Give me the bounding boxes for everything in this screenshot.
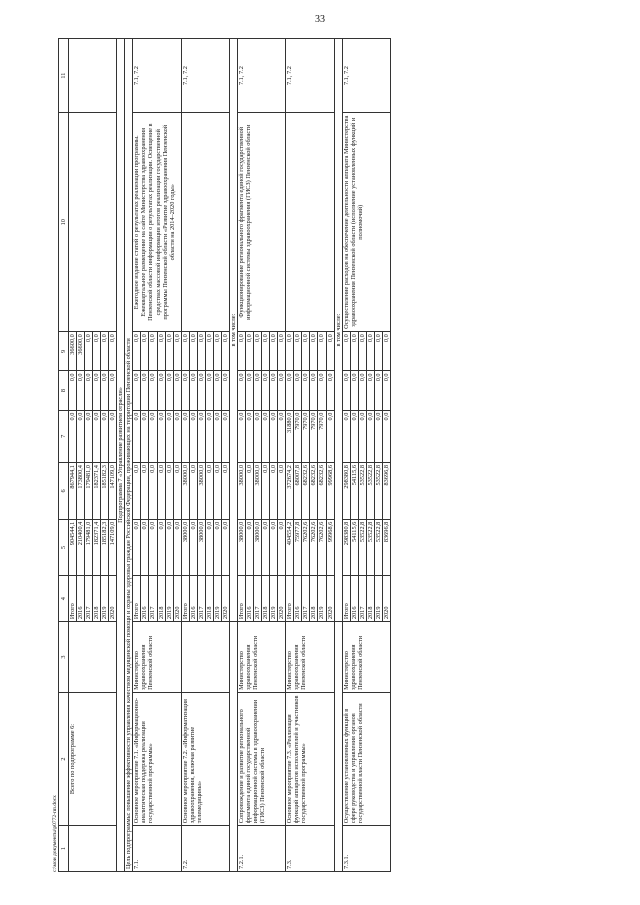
table-body xyxy=(59,39,391,872)
measure-row xyxy=(133,39,141,872)
in-that-number-label: в том числе: xyxy=(229,39,237,622)
amount-cell: 298380,8 xyxy=(342,463,350,520)
amount-cell: 54115,6 xyxy=(350,519,358,576)
amount-cell: 0,0 xyxy=(101,332,109,371)
amount-cell: 0,0 xyxy=(221,410,229,462)
amount-cell: 0,0 xyxy=(254,371,262,410)
column-number: 10 xyxy=(59,113,69,332)
amount-cell: 0,0 xyxy=(181,332,189,371)
amount-cell: 0,0 xyxy=(310,371,318,410)
program-finance-table xyxy=(58,38,391,872)
year-cell: 2016 xyxy=(246,576,254,622)
amount-cell: 0,0 xyxy=(165,463,173,520)
amount-cell: 0,0 xyxy=(141,332,149,371)
item-number: 7.2.1. xyxy=(237,826,285,872)
amount-cell: 83696,8 xyxy=(382,463,390,520)
amount-cell: 372674,2 xyxy=(286,463,294,520)
amount-cell: 0,0 xyxy=(237,332,245,371)
year-cell: 2020 xyxy=(109,576,117,622)
year-cell: Итого xyxy=(286,576,294,622)
year-cell: 2017 xyxy=(254,576,262,622)
total-executor-cell xyxy=(69,622,117,693)
amount-cell: 53522,8 xyxy=(374,463,382,520)
total-indicator-cell xyxy=(69,39,117,113)
amount-cell: 99968,6 xyxy=(326,519,334,576)
year-cell: 2019 xyxy=(165,576,173,622)
year-cell: Итого xyxy=(342,576,350,622)
amount-cell: 0,0 xyxy=(246,410,254,462)
subprogram-title-row xyxy=(117,39,125,872)
amount-cell: 53522,8 xyxy=(366,519,374,576)
amount-cell: 0,0 xyxy=(85,332,93,371)
amount-cell: 0,0 xyxy=(278,519,286,576)
item-number: 7.2. xyxy=(181,826,229,872)
amount-cell: 0,0 xyxy=(149,332,157,371)
amount-cell: 0,0 xyxy=(374,332,382,371)
amount-cell: 0,0 xyxy=(109,332,117,371)
page-number: 33 xyxy=(315,14,325,25)
amount-cell: 0,0 xyxy=(221,332,229,371)
amount-cell: 0,0 xyxy=(149,410,157,462)
amount-cell: 0,0 xyxy=(221,371,229,410)
amount-cell: 0,0 xyxy=(246,519,254,576)
amount-cell: 53522,8 xyxy=(374,519,382,576)
amount-cell: 0,0 xyxy=(77,371,85,410)
amount-cell: 36600,0 xyxy=(69,332,77,371)
indicator-ref: 7.1, 7.2 xyxy=(181,39,229,113)
column-number: 3 xyxy=(59,622,69,693)
amount-cell: 0,0 xyxy=(278,371,286,410)
amount-cell: 0,0 xyxy=(262,332,270,371)
amount-cell: 0,0 xyxy=(133,410,141,462)
column-number: 8 xyxy=(59,371,69,410)
amount-cell: 210400,4 xyxy=(77,519,85,576)
item-number: 7.1. xyxy=(133,826,181,872)
item-name: Основное мероприятие 7.1. «Информационно-аналитическая поддержка реализации государственной программы» xyxy=(133,692,181,825)
amount-cell: 182371,4 xyxy=(93,519,101,576)
amount-cell: 0,0 xyxy=(262,463,270,520)
year-cell: 2018 xyxy=(310,576,318,622)
amount-cell: 298380,8 xyxy=(342,519,350,576)
year-cell: 2019 xyxy=(101,576,109,622)
amount-cell: 0,0 xyxy=(93,371,101,410)
amount-cell: 0,0 xyxy=(149,463,157,520)
item-number: 7.3. xyxy=(286,826,334,872)
year-cell: 2018 xyxy=(93,576,101,622)
amount-cell: 0,0 xyxy=(374,371,382,410)
amount-cell: 185182,3 xyxy=(101,519,109,576)
amount-cell: 7970,0 xyxy=(310,410,318,462)
expected-result: Осуществление расходов на обеспечение деятельности аппарата Министерства здравоохранения Пензенской области (исполнение установленных функций и полномочий) xyxy=(342,113,390,332)
amount-cell: 0,0 xyxy=(133,463,141,520)
amount-cell: 0,0 xyxy=(133,519,141,576)
spacer-cell xyxy=(229,622,237,872)
amount-cell: 7970,0 xyxy=(318,410,326,462)
amount-cell: 0,0 xyxy=(366,371,374,410)
amount-cell: 0,0 xyxy=(149,371,157,410)
amount-cell: 0,0 xyxy=(270,371,278,410)
amount-cell: 0,0 xyxy=(374,410,382,462)
column-number: 11 xyxy=(59,39,69,113)
amount-cell: 0,0 xyxy=(221,463,229,520)
amount-cell: 904544,1 xyxy=(69,519,77,576)
indicator-ref: 7.1, 7.2 xyxy=(286,39,334,113)
amount-cell: 0,0 xyxy=(205,519,213,576)
item-executor xyxy=(181,622,229,693)
amount-cell: 0,0 xyxy=(205,371,213,410)
amount-cell: 0,0 xyxy=(318,371,326,410)
amount-cell: 0,0 xyxy=(157,410,165,462)
amount-cell: 0,0 xyxy=(189,410,197,462)
year-cell: 2020 xyxy=(326,576,334,622)
year-cell: 2018 xyxy=(205,576,213,622)
amount-cell: 0,0 xyxy=(173,410,181,462)
amount-cell: 0,0 xyxy=(109,371,117,410)
rotated-table-container xyxy=(58,38,603,872)
amount-cell: 53522,8 xyxy=(358,463,366,520)
goal-row xyxy=(125,39,133,872)
column-number: 5 xyxy=(59,519,69,576)
amount-cell: 76202,6 xyxy=(302,519,310,576)
amount-cell: 54115,6 xyxy=(350,463,358,520)
amount-cell: 147109,0 xyxy=(109,519,117,576)
amount-cell: 0,0 xyxy=(101,371,109,410)
amount-cell: 0,0 xyxy=(366,332,374,371)
item-executor: Министерство здравоохранения Пензенской области xyxy=(286,622,334,693)
year-cell: 2016 xyxy=(77,576,85,622)
column-number-row xyxy=(59,39,69,872)
column-number: 4 xyxy=(59,576,69,622)
amount-cell: 0,0 xyxy=(350,410,358,462)
amount-cell: 38000,0 xyxy=(237,519,245,576)
amount-cell: 0,0 xyxy=(197,371,205,410)
year-cell: 2016 xyxy=(294,576,302,622)
amount-cell: 0,0 xyxy=(262,371,270,410)
amount-cell: 38000,0 xyxy=(181,463,189,520)
year-cell: 2016 xyxy=(141,576,149,622)
amount-cell: 7970,0 xyxy=(302,410,310,462)
amount-cell: 0,0 xyxy=(133,332,141,371)
item-name: Сопровождение и развитие регионального фрагмента единой государственной информационной системы в здравоохранении (ГИСЗ) Пензенской области xyxy=(237,692,285,825)
amount-cell: 0,0 xyxy=(262,519,270,576)
amount-cell: 0,0 xyxy=(286,371,294,410)
column-number: 1 xyxy=(59,826,69,872)
amount-cell: 0,0 xyxy=(246,332,254,371)
amount-cell: 0,0 xyxy=(382,371,390,410)
total-label: Всего по подпрограмме 6: xyxy=(69,692,117,825)
measure-row xyxy=(181,39,189,872)
amount-cell: 0,0 xyxy=(286,332,294,371)
column-number: 7 xyxy=(59,410,69,462)
year-cell: Итого xyxy=(133,576,141,622)
amount-cell: 0,0 xyxy=(302,332,310,371)
amount-cell: 76202,6 xyxy=(318,519,326,576)
total-number-cell xyxy=(69,826,117,872)
expected-result: Ежегодное издание статей о результатах реализации программы. Ежеквартальное размещение на сайте Министерства здравоохранения Пензенской области информации о результатах реализации. Освещение в средствах массовой информации итогов реализации государственной программы Пензенской области «Развитие здравоохранения Пензенской области на 2014–2020 годы» xyxy=(133,113,181,332)
amount-cell: 0,0 xyxy=(350,332,358,371)
amount-cell: 0,0 xyxy=(382,332,390,371)
amount-cell: 0,0 xyxy=(173,332,181,371)
amount-cell: 867944,1 xyxy=(69,463,77,520)
amount-cell: 76202,6 xyxy=(310,519,318,576)
amount-cell: 0,0 xyxy=(237,410,245,462)
amount-cell: 0,0 xyxy=(205,463,213,520)
amount-cell: 0,0 xyxy=(141,371,149,410)
amount-cell: 0,0 xyxy=(350,371,358,410)
amount-cell: 0,0 xyxy=(326,410,334,462)
amount-cell: 0,0 xyxy=(302,371,310,410)
amount-cell: 0,0 xyxy=(189,463,197,520)
amount-cell: 0,0 xyxy=(358,410,366,462)
amount-cell: 0,0 xyxy=(310,332,318,371)
total-row xyxy=(69,39,77,872)
indicator-ref: 7.1, 7.2 xyxy=(133,39,181,113)
measure-row xyxy=(237,39,245,872)
amount-cell: 0,0 xyxy=(342,410,350,462)
amount-cell: 0,0 xyxy=(358,371,366,410)
year-cell: 2019 xyxy=(318,576,326,622)
amount-cell: 179481,0 xyxy=(85,463,93,520)
year-cell: 2016 xyxy=(350,576,358,622)
amount-cell: 38000,0 xyxy=(254,519,262,576)
amount-cell: 0,0 xyxy=(342,332,350,371)
amount-cell: 0,0 xyxy=(326,332,334,371)
year-cell: Итого xyxy=(237,576,245,622)
amount-cell: 38000,0 xyxy=(254,463,262,520)
item-name: Осуществление установленных функций в сфере руководства и управления органов государственной власти Пензенской области xyxy=(342,692,390,825)
amount-cell: 0,0 xyxy=(278,463,286,520)
year-cell: 2016 xyxy=(189,576,197,622)
year-cell: 2020 xyxy=(382,576,390,622)
amount-cell: 0,0 xyxy=(109,410,117,462)
year-cell: 2019 xyxy=(270,576,278,622)
item-executor: Министерство здравоохранения Пензенской области xyxy=(237,622,285,693)
subprogram-title: Подпрограмма 7 «Управление развитием отрасли» xyxy=(117,39,125,872)
amount-cell: 0,0 xyxy=(246,371,254,410)
amount-cell: 0,0 xyxy=(254,332,262,371)
amount-cell: 38000,0 xyxy=(237,463,245,520)
amount-cell: 0,0 xyxy=(165,371,173,410)
amount-cell: 0,0 xyxy=(149,519,157,576)
amount-cell: 53522,8 xyxy=(366,463,374,520)
amount-cell: 0,0 xyxy=(326,371,334,410)
amount-cell: 0,0 xyxy=(141,410,149,462)
amount-cell: 0,0 xyxy=(141,463,149,520)
amount-cell: 38000,0 xyxy=(197,519,205,576)
amount-cell: 0,0 xyxy=(69,371,77,410)
amount-cell: 0,0 xyxy=(157,519,165,576)
amount-cell: 0,0 xyxy=(366,410,374,462)
year-cell: 2020 xyxy=(221,576,229,622)
expected-result: Функционирование регионального фрагмента единой государственной информационной системы здравоохранения (ГИСЗ) Пензенской области xyxy=(237,113,285,332)
amount-cell: 0,0 xyxy=(77,410,85,462)
amount-cell: 0,0 xyxy=(294,371,302,410)
amount-cell: 0,0 xyxy=(189,371,197,410)
amount-cell: 0,0 xyxy=(181,371,189,410)
amount-cell: 0,0 xyxy=(278,410,286,462)
amount-cell: 0,0 xyxy=(85,410,93,462)
amount-cell: 36600,0 xyxy=(77,332,85,371)
amount-cell: 182371,4 xyxy=(93,463,101,520)
amount-cell: 68007,8 xyxy=(294,463,302,520)
amount-cell: 0,0 xyxy=(342,371,350,410)
amount-cell: 0,0 xyxy=(173,463,181,520)
amount-cell: 0,0 xyxy=(254,410,262,462)
amount-cell: 0,0 xyxy=(101,410,109,462)
amount-cell: 147109,0 xyxy=(109,463,117,520)
column-number: 6 xyxy=(59,463,69,520)
item-executor: Министерство здравоохранения Пензенской области xyxy=(342,622,390,693)
item-name: Основное мероприятие 7.2. «Информатизация здравоохранения, включая развитие телемедицины» xyxy=(181,692,229,825)
amount-cell: 0,0 xyxy=(221,519,229,576)
amount-cell: 68232,6 xyxy=(302,463,310,520)
total-result-cell xyxy=(69,113,117,332)
amount-cell: 0,0 xyxy=(141,519,149,576)
measure-row xyxy=(286,39,294,872)
amount-cell: 0,0 xyxy=(213,519,221,576)
year-cell: 2018 xyxy=(157,576,165,622)
item-number: 7.3.1. xyxy=(342,826,390,872)
amount-cell: 0,0 xyxy=(189,332,197,371)
amount-cell: 0,0 xyxy=(157,371,165,410)
column-number: 2 xyxy=(59,692,69,825)
in-that-number-label: в том числе: xyxy=(334,39,342,622)
amount-cell: 0,0 xyxy=(318,332,326,371)
year-cell: 2017 xyxy=(149,576,157,622)
amount-cell: 75977,8 xyxy=(294,519,302,576)
amount-cell: 0,0 xyxy=(270,519,278,576)
amount-cell: 0,0 xyxy=(205,410,213,462)
indicator-ref: 7.1, 7.2 xyxy=(342,39,390,113)
amount-cell: 0,0 xyxy=(173,519,181,576)
amount-cell: 99968,6 xyxy=(326,463,334,520)
amount-cell: 0,0 xyxy=(165,410,173,462)
amount-cell: 0,0 xyxy=(278,332,286,371)
year-cell: 2018 xyxy=(262,576,270,622)
amount-cell: 0,0 xyxy=(165,519,173,576)
amount-cell: 0,0 xyxy=(93,332,101,371)
item-executor: Министерство здравоохранения Пензенской области xyxy=(133,622,181,693)
in-that-number-row xyxy=(334,39,342,872)
amount-cell: 0,0 xyxy=(157,332,165,371)
spacer-cell xyxy=(334,622,342,872)
year-cell: 2017 xyxy=(197,576,205,622)
year-cell: 2019 xyxy=(374,576,382,622)
expected-result xyxy=(181,113,229,332)
amount-cell: 0,0 xyxy=(294,332,302,371)
amount-cell: 0,0 xyxy=(173,371,181,410)
amount-cell: 68232,6 xyxy=(318,463,326,520)
amount-cell: 0,0 xyxy=(382,410,390,462)
indicator-ref: 7.1, 7.2 xyxy=(237,39,285,113)
amount-cell: 0,0 xyxy=(165,332,173,371)
year-cell: 2017 xyxy=(302,576,310,622)
footer-file-path: c:\мои документы\р0772-пп.docx xyxy=(52,795,58,872)
amount-cell: 0,0 xyxy=(262,410,270,462)
amount-cell: 0,0 xyxy=(197,332,205,371)
amount-cell: 0,0 xyxy=(181,410,189,462)
amount-cell: 0,0 xyxy=(133,371,141,410)
amount-cell: 31880,0 xyxy=(286,410,294,462)
in-that-number-row xyxy=(229,39,237,872)
year-cell: 2017 xyxy=(358,576,366,622)
amount-cell: 0,0 xyxy=(237,371,245,410)
year-cell: Итого xyxy=(181,576,189,622)
amount-cell: 0,0 xyxy=(93,410,101,462)
amount-cell: 0,0 xyxy=(270,463,278,520)
amount-cell: 83696,8 xyxy=(382,519,390,576)
amount-cell: 0,0 xyxy=(213,410,221,462)
amount-cell: 0,0 xyxy=(270,410,278,462)
amount-cell: 68232,6 xyxy=(310,463,318,520)
amount-cell: 0,0 xyxy=(157,463,165,520)
amount-cell: 0,0 xyxy=(189,519,197,576)
amount-cell: 38000,0 xyxy=(197,463,205,520)
amount-cell: 7970,0 xyxy=(294,410,302,462)
amount-cell: 0,0 xyxy=(197,410,205,462)
amount-cell: 0,0 xyxy=(69,410,77,462)
amount-cell: 0,0 xyxy=(213,371,221,410)
amount-cell: 53522,8 xyxy=(358,519,366,576)
amount-cell: 0,0 xyxy=(213,463,221,520)
expected-result xyxy=(286,113,334,332)
amount-cell: 0,0 xyxy=(213,332,221,371)
year-cell: 2020 xyxy=(173,576,181,622)
year-cell: 2017 xyxy=(85,576,93,622)
year-cell: 2019 xyxy=(213,576,221,622)
subprogram-goal: Цель подпрограммы: повышение эффективности управления качеством медицинской помощи и охраны здоровья граждан Российской Федерации, проживающих на территории Пензенской области xyxy=(125,39,133,872)
amount-cell: 0,0 xyxy=(358,332,366,371)
amount-cell: 0,0 xyxy=(85,371,93,410)
year-cell: Итого xyxy=(69,576,77,622)
amount-cell: 0,0 xyxy=(205,332,213,371)
column-number: 9 xyxy=(59,332,69,371)
item-name: Основное мероприятие 7.3. «Реализация функций аппаратов исполнителей и участников государственной программы» xyxy=(286,692,334,825)
amount-cell: 0,0 xyxy=(246,463,254,520)
amount-cell: 185182,3 xyxy=(101,463,109,520)
amount-cell: 38000,0 xyxy=(181,519,189,576)
measure-row xyxy=(342,39,350,872)
amount-cell: 173800,4 xyxy=(77,463,85,520)
year-cell: 2018 xyxy=(366,576,374,622)
year-cell: 2020 xyxy=(278,576,286,622)
amount-cell: 404554,2 xyxy=(286,519,294,576)
amount-cell: 0,0 xyxy=(270,332,278,371)
amount-cell: 179481,0 xyxy=(85,519,93,576)
